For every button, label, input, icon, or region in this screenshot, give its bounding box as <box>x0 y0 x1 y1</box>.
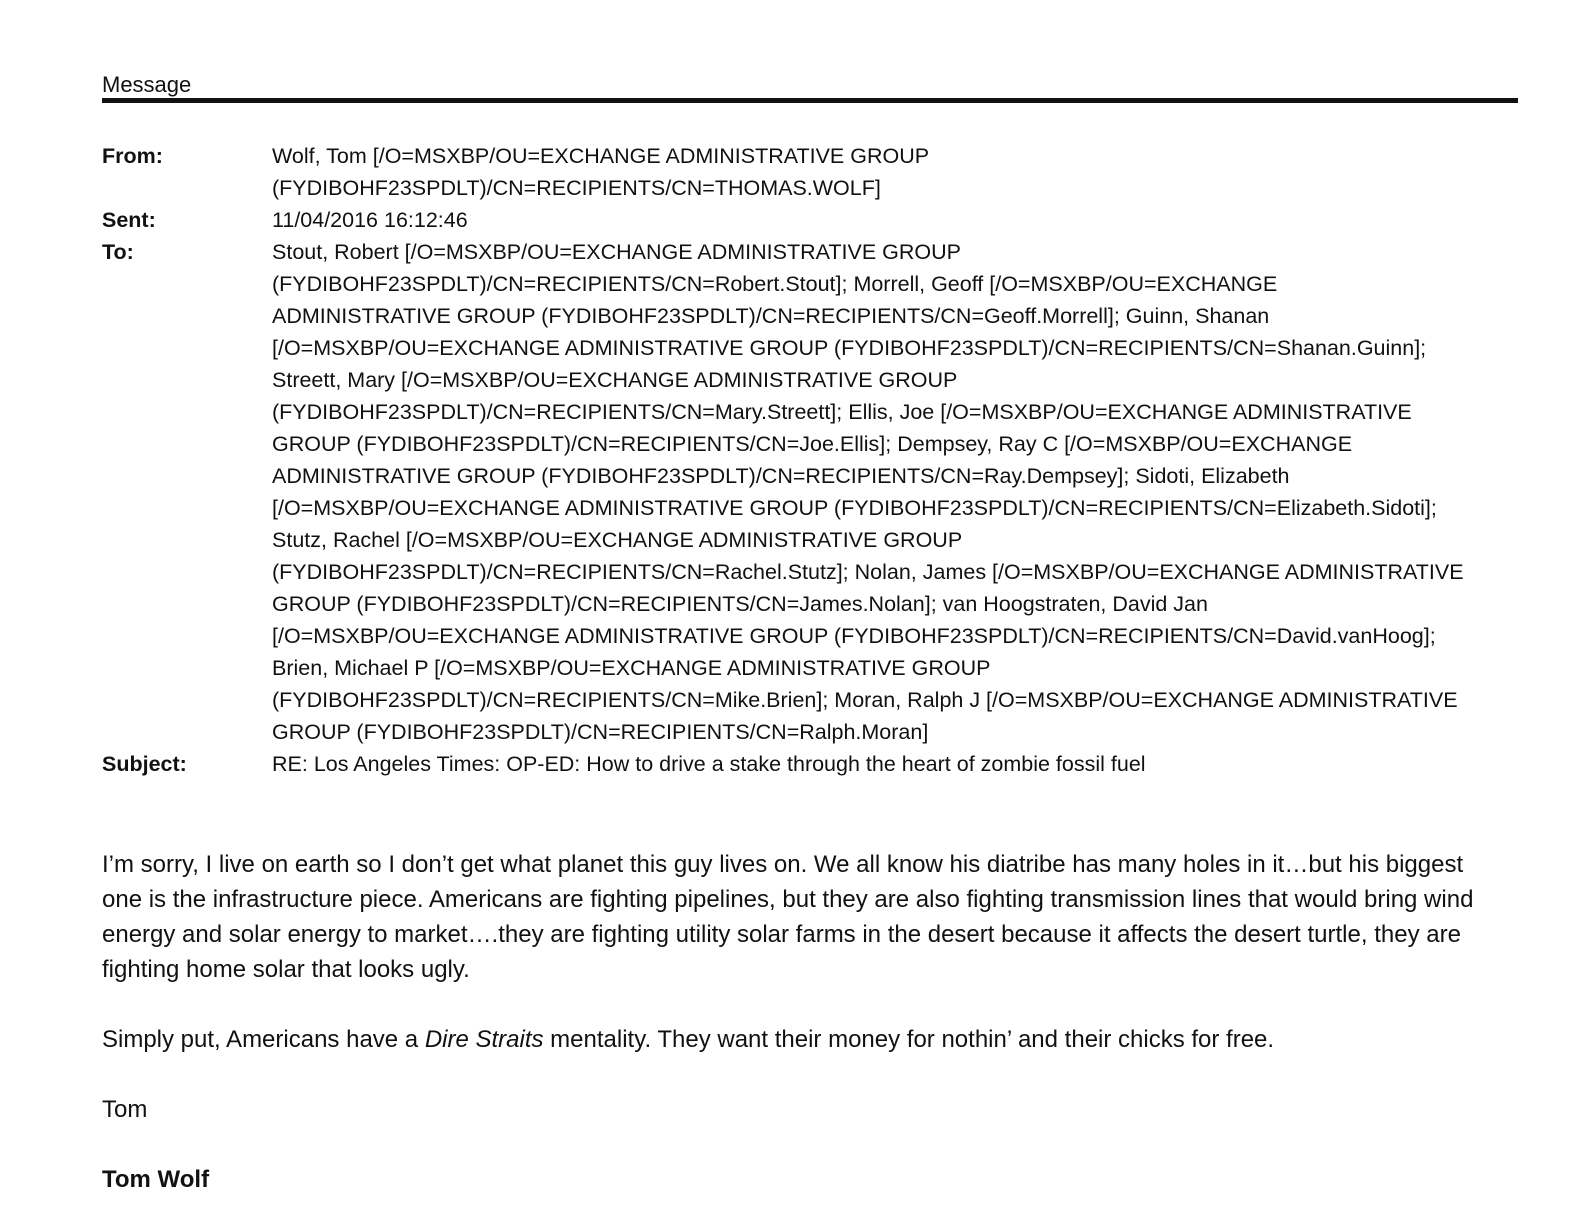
recipient-line: Brien, Michael P [/O=MSXBP/OU=EXCHANGE ADMINISTRATIVE GROUP <box>272 656 991 680</box>
from-line: Wolf, Tom [/O=MSXBP/OU=EXCHANGE ADMINISTRATIVE GROUP <box>272 144 930 168</box>
sent-label: Sent: <box>102 208 156 232</box>
message-body <box>102 847 1522 1197</box>
signoff: Tom <box>102 1096 148 1123</box>
recipient-line: (FYDIBOHF23SPDLT)/CN=RECIPIENTS/CN=Mary.Streett]; Ellis, Joe [/O=MSXBP/OU=EXCHANGE ADMINISTRATIVE <box>272 400 1412 424</box>
recipient-line: (FYDIBOHF23SPDLT)/CN=RECIPIENTS/CN=Robert.Stout]; Morrell, Geoff [/O=MSXBP/OU=EXCHANGE <box>272 272 1278 296</box>
from-label: From: <box>102 144 163 168</box>
document-heading: Message <box>102 72 192 97</box>
recipient-line: [/O=MSXBP/OU=EXCHANGE ADMINISTRATIVE GROUP (FYDIBOHF23SPDLT)/CN=RECIPIENTS/CN=Shanan.Guinn]; <box>272 336 1427 360</box>
from-row <box>102 140 1522 204</box>
recipient-line: Streett, Mary [/O=MSXBP/OU=EXCHANGE ADMINISTRATIVE GROUP <box>272 368 958 392</box>
from-value <box>272 140 1522 204</box>
recipient-line: GROUP (FYDIBOHF23SPDLT)/CN=RECIPIENTS/CN=Joe.Ellis]; Dempsey, Ray C [/O=MSXBP/OU=EXCHANGE <box>272 432 1353 456</box>
recipient-line: GROUP (FYDIBOHF23SPDLT)/CN=RECIPIENTS/CN=Ralph.Moran] <box>272 720 929 744</box>
to-label: To: <box>102 240 134 264</box>
heading-divider <box>102 98 1518 103</box>
sent-row <box>102 204 1522 236</box>
recipient-line: [/O=MSXBP/OU=EXCHANGE ADMINISTRATIVE GROUP (FYDIBOHF23SPDLT)/CN=RECIPIENTS/CN=David.vanHoog]; <box>272 624 1436 648</box>
subject-row <box>102 748 1522 780</box>
paragraph-text: Simply put, Americans have a <box>102 1026 425 1053</box>
body-paragraph: I’m sorry, I live on earth so I don’t get what planet this guy lives on. We all know his diatribe has many holes in it…but his biggest one is the infrastructure piece. Americans are fighting pipelines, but they are also fighting transmission lines that would bring wind energy and solar energy to market….they are fighting utility solar farms in the desert because it affects the desert turtle, they are fighting home solar that looks ugly. <box>102 851 1474 983</box>
recipient-line: (FYDIBOHF23SPDLT)/CN=RECIPIENTS/CN=Mike.Brien]; Moran, Ralph J [/O=MSXBP/OU=EXCHANGE ADMINISTRATIVE <box>272 688 1458 712</box>
emphasized-text: Dire Straits <box>424 1026 544 1053</box>
recipient-line: ADMINISTRATIVE GROUP (FYDIBOHF23SPDLT)/CN=RECIPIENTS/CN=Geoff.Morrell]; Guinn, Shanan <box>272 304 1270 328</box>
recipient-line: [/O=MSXBP/OU=EXCHANGE ADMINISTRATIVE GROUP (FYDIBOHF23SPDLT)/CN=RECIPIENTS/CN=Elizabeth.Sidoti]; <box>272 496 1437 520</box>
recipient-line: Stutz, Rachel [/O=MSXBP/OU=EXCHANGE ADMINISTRATIVE GROUP <box>272 528 963 552</box>
recipient-line: (FYDIBOHF23SPDLT)/CN=RECIPIENTS/CN=Rachel.Stutz]; Nolan, James [/O=MSXBP/OU=EXCHANGE ADMINISTRATIVE <box>272 560 1464 584</box>
to-row <box>102 236 1522 748</box>
recipient-line: GROUP (FYDIBOHF23SPDLT)/CN=RECIPIENTS/CN=James.Nolan]; van Hoogstraten, David Jan <box>272 592 1208 616</box>
signature-name: Tom Wolf <box>102 1166 210 1193</box>
recipient-line: Stout, Robert [/O=MSXBP/OU=EXCHANGE ADMINISTRATIVE GROUP <box>272 240 961 264</box>
subject-value: RE: Los Angeles Times: OP-ED: How to drive a stake through the heart of zombie fossil fuel <box>272 752 1146 776</box>
sent-value: 11/04/2016 16:12:46 <box>272 208 468 232</box>
paragraph-text: mentality. They want their money for nothin’ and their chicks for free. <box>543 1026 1275 1053</box>
recipient-line: ADMINISTRATIVE GROUP (FYDIBOHF23SPDLT)/CN=RECIPIENTS/CN=Ray.Dempsey]; Sidoti, Elizabeth <box>272 464 1290 488</box>
subject-label: Subject: <box>102 752 187 776</box>
body-paragraph <box>102 1022 1522 1057</box>
from-line: (FYDIBOHF23SPDLT)/CN=RECIPIENTS/CN=THOMAS.WOLF] <box>272 176 881 200</box>
to-value <box>272 236 1522 748</box>
message-header <box>102 140 1522 780</box>
